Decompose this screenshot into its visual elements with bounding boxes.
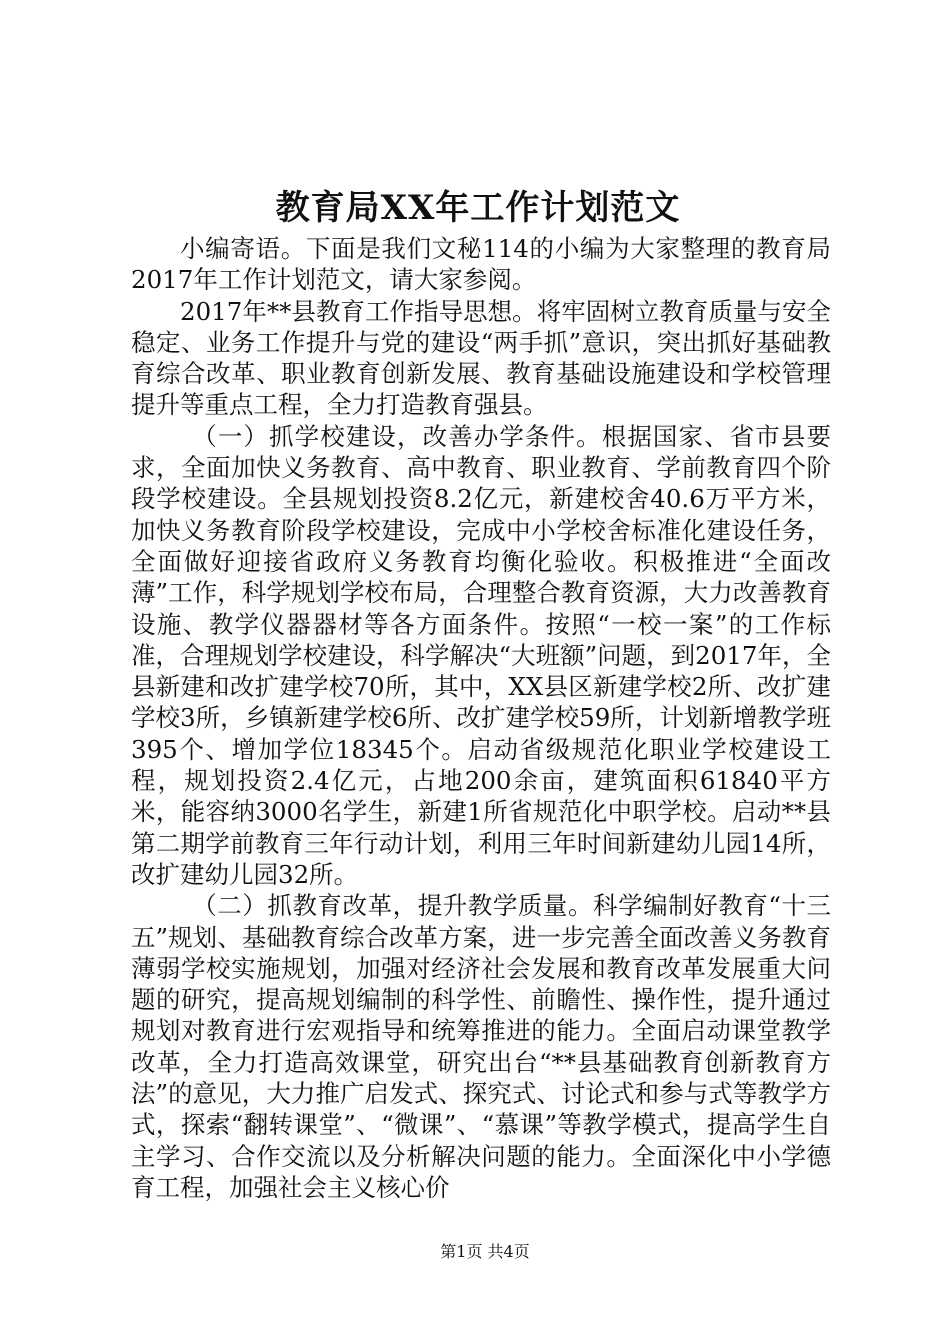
- paragraph-education-reform: （二）抓教育改革，提升教学质量。科学编制好教育“十三五”规划、基础教育综合改革方案，进一步完善全面改善义务教育薄弱学校实施规划，加强对经济社会发展和教育改革发展重大问题的研究，提高规划编制的科学性、前瞻性、操作性，提升通过规划对教育进行宏观指导和统筹推进的能力。全面启动课堂教学改革，全力打造高效课堂，研究出台“**县基础教育创新教育方法”的意见，大力推广启发式、探究式、讨论式和参与式等教学方式，探索“翻转课堂”、“微课”、“慕课”等教学模式，提高学生自主学习、合作交流以及分析解决问题的能力。全面深化中小学德育工程，加强社会主义核心价: [131, 891, 831, 1202]
- paragraph-school-construction: （一）抓学校建设，改善办学条件。根据国家、省市县要求，全面加快义务教育、高中教育、职业教育、学前教育四个阶段学校建设。全县规划投资8.2亿元，新建校舍40.6万平方米，加快义务教育阶段学校建设，完成中小学校舍标准化建设任务，全面做好迎接省政府义务教育均衡化验收。积极推进“全面改薄”工作，科学规划学校布局，合理整合教育资源，大力改善教育设施、教学仪器器材等各方面条件。按照“一校一案”的工作标准，合理规划学校建设，科学解决“大班额”问题，到2017年，全县新建和改扩建学校70所，其中，XX县区新建学校2所、改扩建学校3所，乡镇新建学校6所、改扩建学校59所，计划新增教学班395个、增加学位18345个。启动省级规范化职业学校建设工程，规划投资2.4亿元，占地200余亩，建筑面积61840平方米，能容纳3000名学生，新建1所省规范化中职学校。启动**县第二期学前教育三年行动计划，利用三年时间新建幼儿园14所，改扩建幼儿园32所。: [131, 421, 831, 889]
- document-title: 教育局XX年工作计划范文: [275, 188, 681, 228]
- document-body: [131, 233, 831, 1203]
- page-footer: 第1页 共4页: [440, 1242, 530, 1261]
- paragraph-intro: 小编寄语。下面是我们文秘114的小编为大家整理的教育局2017年工作计划范文，请大家参阅。: [131, 234, 831, 295]
- paragraph-guiding-thought: 2017年**县教育工作指导思想。将牢固树立教育质量与安全稳定、业务工作提升与党的建设“两手抓”意识，突出抓好基础教育综合改革、职业教育创新发展、教育基础设施建设和学校管理提升等重点工程，全力打造教育强县。: [131, 296, 831, 420]
